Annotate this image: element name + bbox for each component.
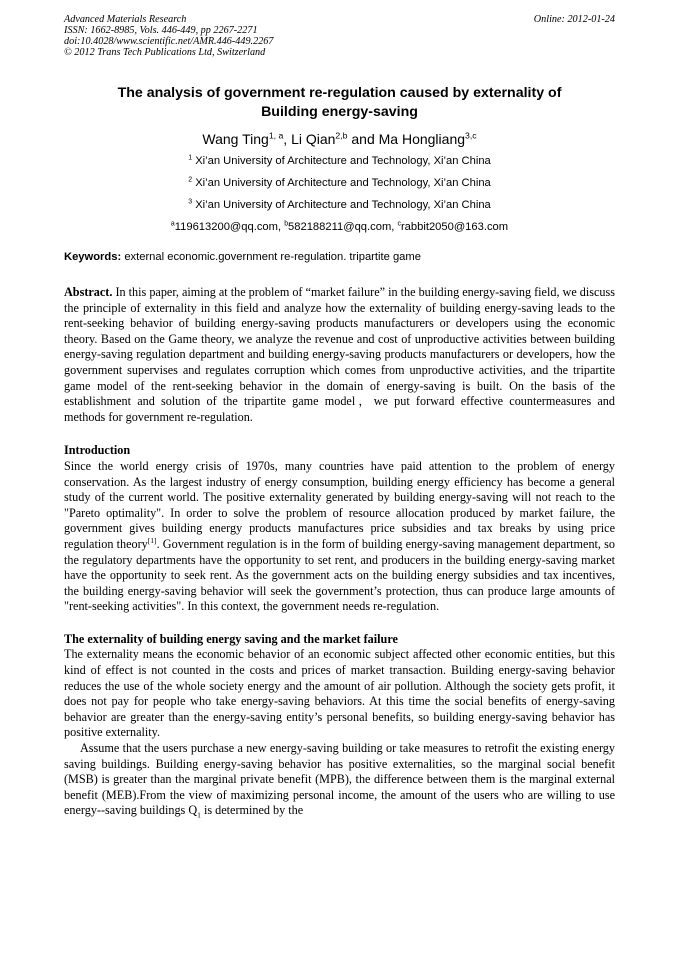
author-sup: 3,c — [465, 130, 477, 141]
affiliation — [64, 150, 615, 172]
section2-paragraph-2 — [64, 741, 615, 819]
issn-line: ISSN: 1662-8985, Vols. 446-449, pp 2267-2271 — [64, 25, 258, 36]
author-sup: 1, a — [268, 130, 284, 141]
affiliation-sup: 2 — [188, 176, 193, 184]
affiliation-text: Xi’an University of Architecture and Technology, Xi’an China — [195, 199, 491, 211]
copyright-line: © 2012 Trans Tech Publications Ltd, Switzerland — [64, 47, 266, 58]
keywords-text: external economic.government re-regulation. tripartite game — [124, 251, 421, 263]
intro-text-b: . Government regulation is in the form of building energy-saving management department, so the regulatory departments have the opportunity to set rent, and producers in the building energy-saving market have the opportunity to seek rent. As the government acts on the building energy subsidies and tax incentives, the building energy-saving behavior will seek the government’s protection, thus can produce large amounts of "rent-seeking activities". In this context, the government needs re-regulation. — [64, 536, 615, 614]
author-sup: 2,b — [335, 130, 348, 141]
email-sup: a — [170, 220, 175, 228]
affiliation-sup: 3 — [188, 198, 193, 206]
introduction-paragraph — [64, 459, 615, 615]
abstract — [64, 285, 615, 425]
journal-name: Advanced Materials Research — [64, 14, 187, 25]
online-date: Online: 2012-01-24 — [533, 14, 615, 25]
author-sep: , — [283, 131, 292, 147]
email-link[interactable]: rabbit2050@163.com — [400, 221, 509, 233]
affiliation-text: Xi’an University of Architecture and Technology, Xi’an China — [195, 177, 491, 189]
author-name: Wang Ting — [202, 131, 269, 147]
author-name: Li Qian — [291, 131, 336, 147]
keywords — [64, 250, 615, 264]
affiliation — [64, 172, 615, 194]
affiliation — [64, 194, 615, 216]
email-link[interactable]: 119613200@qq.com — [174, 221, 278, 233]
author-list — [64, 130, 615, 148]
author-sep: and — [347, 131, 379, 147]
email-sep: , — [277, 221, 285, 233]
intro-text-a: Since the world energy crisis of 1970s, many countries have paid attention to the problem of energy conservation. As the largest industry of energy consumption, building energy efficiency has become a general study of the current world. The positive externality generated by building energy-saving will not reach to the "Pareto optimality". In order to solve the problem of resource allocation produced by market failure, the government gives building energy products manufactures price subsidies and tax breaks by using price regulation theory — [64, 458, 615, 551]
abstract-text: In this paper, aiming at the problem of “market failure” in the building energy-saving field, we discuss the principle of externality in this field and analyze how the externality of building energy-saving leads to the rent-seeking behavior of building energy-saving products manufacturers or developers using the economic theory. Based on the Game theory, we analyze the revenue and cost of unproductive activities between building energy-saving regulation department and building energy-saving products manufacturers or developers, how the government supervises and regulates corruption which comes from unproductive activities, and the tripartite game model of the rent-seeking behavior in the domain of energy-saving is built. On the basis of the establishment and solution of the tripartite game model，we put forward effective countermeasures and methods for government re-regulation. — [64, 285, 616, 424]
para2-subscript: 1 — [197, 810, 201, 820]
journal-header — [64, 14, 615, 58]
introduction-heading: Introduction — [64, 443, 131, 458]
citation-ref[interactable]: [1] — [147, 535, 157, 545]
email-link[interactable]: 582188211@qq.com — [288, 221, 392, 233]
affiliation-sup: 1 — [188, 154, 193, 162]
affiliation-text: Xi’an University of Architecture and Technology, Xi’an China — [195, 155, 491, 167]
paper-page — [64, 14, 615, 819]
keywords-label: Keywords: — [64, 251, 122, 263]
title-line-1: The analysis of government re-regulation caused by externality of — [117, 85, 562, 101]
title-line-2: Building energy-saving — [261, 104, 418, 120]
email-sep: , — [391, 221, 398, 233]
email-sup: b — [284, 220, 289, 228]
email-list — [64, 216, 615, 238]
abstract-label: Abstract. — [64, 285, 113, 299]
para2-text-b: is determined by the — [200, 803, 304, 818]
author-name: Ma Hongliang — [378, 131, 466, 147]
section-heading-externality: The externality of building energy saving and the market failure — [64, 631, 398, 646]
paper-title — [64, 84, 615, 122]
email-sup: c — [397, 220, 401, 228]
para2-text-a: Assume that the users purchase a new energy-saving building or take measures to retrofit the existing energy saving buildings. Building energy-saving behavior has positive externalities, so the marginal social benefit (MSB) is greater than the marginal private benefit (MPB), the difference between them is the marginal external benefit (MEB).From the view of maximizing personal income, the amount of the users who are willing to use energy--saving buildings Q — [64, 741, 615, 818]
section2-paragraph-1: The externality means the economic behavior of an economic subject affected other economic entities, but this kind of effect is not counted in the costs and prices of market transaction. Building energy-saving behavior reduces the use of the whole society energy and the amount of air pollution. Although the society gets profit, it does not pay for people who take energy-saving behaviors. At this time the social benefits of energy-saving behavior are greater than the energy-saving entity’s personal benefits, so building energy-saving behavior has positive externality. — [64, 647, 615, 740]
doi-line: doi:10.4028/www.scientific.net/AMR.446-449.2267 — [64, 36, 274, 47]
